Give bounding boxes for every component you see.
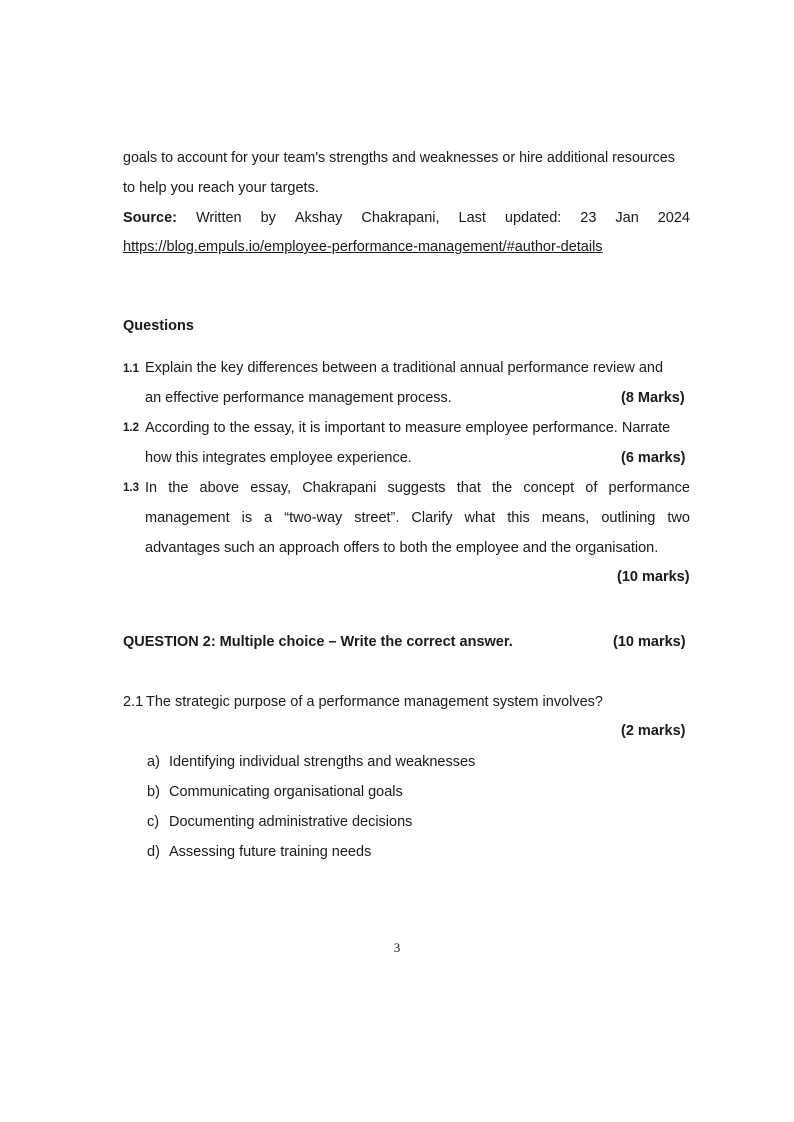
question-text: how this integrates employee experience.	[145, 450, 412, 466]
intro-line-2: to help you reach your targets.	[123, 180, 319, 196]
word: two	[667, 510, 690, 526]
question-marks: (6 marks)	[621, 450, 686, 466]
word: concept	[523, 480, 575, 496]
word: street”.	[354, 510, 400, 526]
mcq-option-c[interactable]	[147, 812, 412, 832]
source-word: updated:	[504, 210, 562, 226]
option-letter: d)	[147, 844, 160, 860]
question-marks: (8 Marks)	[621, 390, 685, 406]
word: means,	[541, 510, 590, 526]
question-text: an effective performance management process.	[145, 390, 452, 406]
source-label: Source:	[123, 210, 177, 226]
word: In	[145, 480, 158, 496]
question-text	[145, 478, 690, 498]
option-text: Documenting administrative decisions	[169, 814, 413, 830]
source-word: Akshay	[294, 210, 343, 226]
option-letter: c)	[147, 814, 160, 830]
source-line	[123, 208, 690, 228]
option-letter: a)	[147, 754, 160, 770]
word: a	[264, 510, 273, 526]
word: what	[464, 510, 496, 526]
questions-heading: Questions	[123, 318, 194, 334]
word: this	[507, 510, 530, 526]
word: that	[456, 480, 481, 496]
question-number: 1.3	[123, 482, 139, 494]
question-text: According to the essay, it is important to measure employee performance. Narrate	[145, 420, 671, 436]
word: of	[585, 480, 598, 496]
source-word: Jan	[615, 210, 639, 226]
word: Clarify	[411, 510, 453, 526]
question-number: 1.1	[123, 363, 139, 375]
question-text: advantages such an approach offers to both the employee and the organisation.	[145, 540, 659, 556]
source-word: Last	[458, 210, 486, 226]
question-text: Explain the key differences between a traditional annual performance review and	[145, 360, 664, 376]
question2-marks: (10 marks)	[613, 634, 686, 650]
word: the	[492, 480, 513, 496]
word: the	[168, 480, 189, 496]
word: “two-way	[284, 510, 343, 526]
word: performance	[608, 480, 690, 496]
word: Chakrapani	[302, 480, 377, 496]
word: outlining	[601, 510, 656, 526]
option-text: Assessing future training needs	[169, 844, 372, 860]
mcq-number: 2.1	[123, 694, 144, 710]
question-marks: (10 marks)	[617, 569, 690, 585]
intro-line-1: goals to account for your team's strengths and weaknesses or hire additional resources	[123, 150, 675, 166]
source-word: Written	[195, 210, 242, 226]
mcq-option-d[interactable]	[147, 842, 371, 862]
option-letter: b)	[147, 784, 160, 800]
question2-heading: QUESTION 2: Multiple choice – Write the correct answer.	[123, 634, 513, 650]
word: essay,	[250, 480, 292, 496]
source-word: Chakrapani,	[361, 210, 440, 226]
mcq-option-a[interactable]	[147, 752, 475, 772]
mcq-option-b[interactable]	[147, 782, 403, 802]
source-word: by	[260, 210, 276, 226]
question-text	[145, 508, 690, 528]
source-url-link[interactable]: https://blog.empuls.io/employee-performance-management/#author-details	[123, 239, 603, 255]
option-text: Communicating organisational goals	[169, 784, 403, 800]
word: above	[199, 480, 240, 496]
word: management	[145, 510, 230, 526]
source-word: 2024	[657, 210, 690, 226]
source-word: 23	[580, 210, 597, 226]
word: is	[241, 510, 253, 526]
mcq-marks: (2 marks)	[621, 723, 686, 739]
option-text: Identifying individual strengths and weaknesses	[169, 754, 476, 770]
mcq-question-text: The strategic purpose of a performance management system involves?	[146, 694, 603, 710]
word: suggests	[387, 480, 446, 496]
page-number: 3	[393, 940, 401, 955]
question-number: 1.2	[123, 422, 139, 434]
